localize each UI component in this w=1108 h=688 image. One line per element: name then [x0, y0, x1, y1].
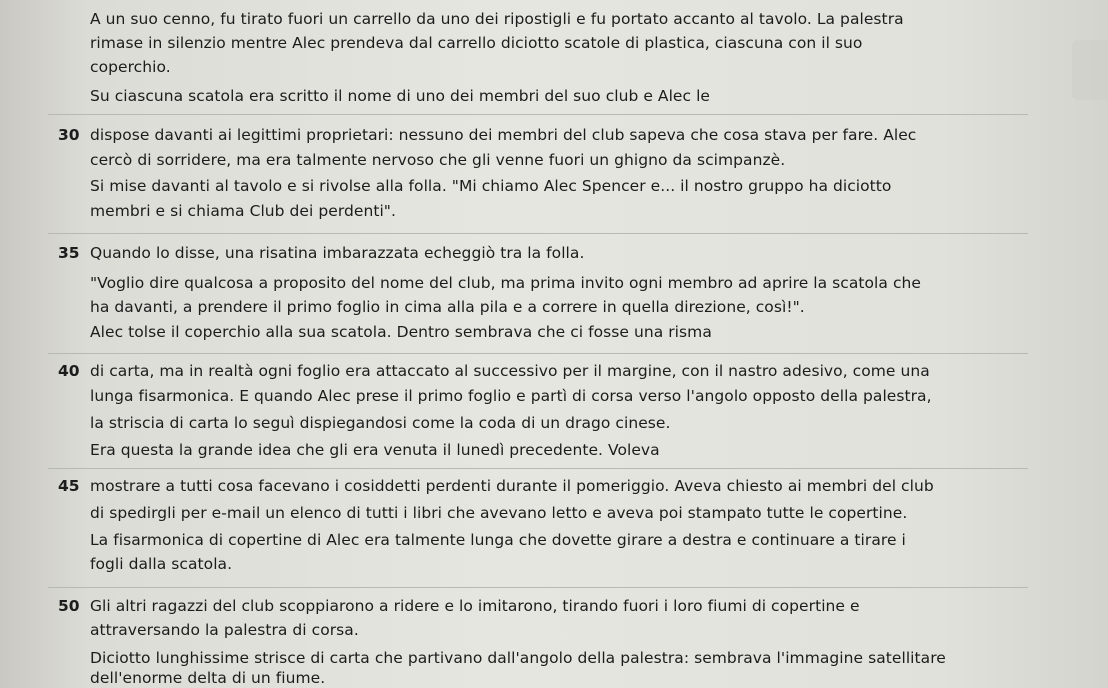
text-line: dell'enorme delta di un fiume. [90, 669, 326, 687]
text-line: membri e si chiama Club dei perdenti". [90, 202, 396, 220]
page-edge [1072, 40, 1108, 100]
text-line: Su ciascuna scatola era scritto il nome di uno dei membri del suo club e Alec le [90, 87, 711, 105]
text-line: mostrare a tutti cosa facevano i cosiddetti perdenti durante il pomeriggio. Aveva chiesto ai membri del club [90, 477, 934, 495]
text-line: "Voglio dire qualcosa a proposito del nome del club, ma prima invito ogni membro ad aprire la scatola che [90, 274, 921, 292]
line-rule [48, 114, 1028, 115]
text-line: Diciotto lunghissime strisce di carta che partivano dall'angolo della palestra: sembrava l'immagine satellitare [90, 649, 946, 667]
line-number: 40 [58, 362, 80, 380]
text-line: A un suo cenno, fu tirato fuori un carrello da uno dei ripostigli e fu portato accanto al tavolo. La palestra [90, 10, 904, 28]
text-line: rimase in silenzio mentre Alec prendeva dal carrello diciotto scatole di plastica, ciascuna con il suo [90, 34, 863, 52]
text-line: La fisarmonica di copertine di Alec era talmente lunga che dovette girare a destra e continuare a tirare i [90, 531, 906, 549]
text-line: Quando lo disse, una risatina imbarazzata echeggiò tra la folla. [90, 244, 585, 262]
text-line: Gli altri ragazzi del club scoppiarono a ridere e lo imitarono, tirando fuori i loro fiumi di copertine e [90, 597, 860, 615]
line-number: 35 [58, 244, 80, 262]
text-line: Si mise davanti al tavolo e si rivolse alla folla. "Mi chiamo Alec Spencer e... il nostro gruppo ha diciotto [90, 177, 892, 195]
line-number: 30 [58, 126, 80, 144]
line-number: 45 [58, 477, 80, 495]
line-number: 50 [58, 597, 80, 615]
text-line: ha davanti, a prendere il primo foglio in cima alla pila e a correre in quella direzione, così!". [90, 298, 805, 316]
text-line: la striscia di carta lo seguì dispiegandosi come la coda di un drago cinese. [90, 414, 671, 432]
text-line: attraversando la palestra di corsa. [90, 621, 359, 639]
text-line: coperchio. [90, 58, 171, 76]
line-rule [48, 233, 1028, 234]
text-line: dispose davanti ai legittimi proprietari: nessuno dei membri del club sapeva che cosa stava per fare. Alec [90, 126, 917, 144]
text-line: Alec tolse il coperchio alla sua scatola. Dentro sembrava che ci fosse una risma [90, 323, 712, 341]
text-line: Era questa la grande idea che gli era venuta il lunedì precedente. Voleva [90, 441, 660, 459]
text-line: cercò di sorridere, ma era talmente nervoso che gli venne fuori un ghigno da scimpanzè. [90, 151, 786, 169]
text-line: lunga fisarmonica. E quando Alec prese il primo foglio e partì di corsa verso l'angolo opposto della palestra, [90, 387, 932, 405]
line-rule [48, 587, 1028, 588]
line-rule [48, 468, 1028, 469]
text-line: fogli dalla scatola. [90, 555, 233, 573]
text-line: di spedirgli per e-mail un elenco di tutti i libri che avevano letto e aveva poi stampato tutte le copertine. [90, 504, 908, 522]
line-rule [48, 353, 1028, 354]
text-line: di carta, ma in realtà ogni foglio era attaccato al successivo per il margine, con il nastro adesivo, come una [90, 362, 930, 380]
